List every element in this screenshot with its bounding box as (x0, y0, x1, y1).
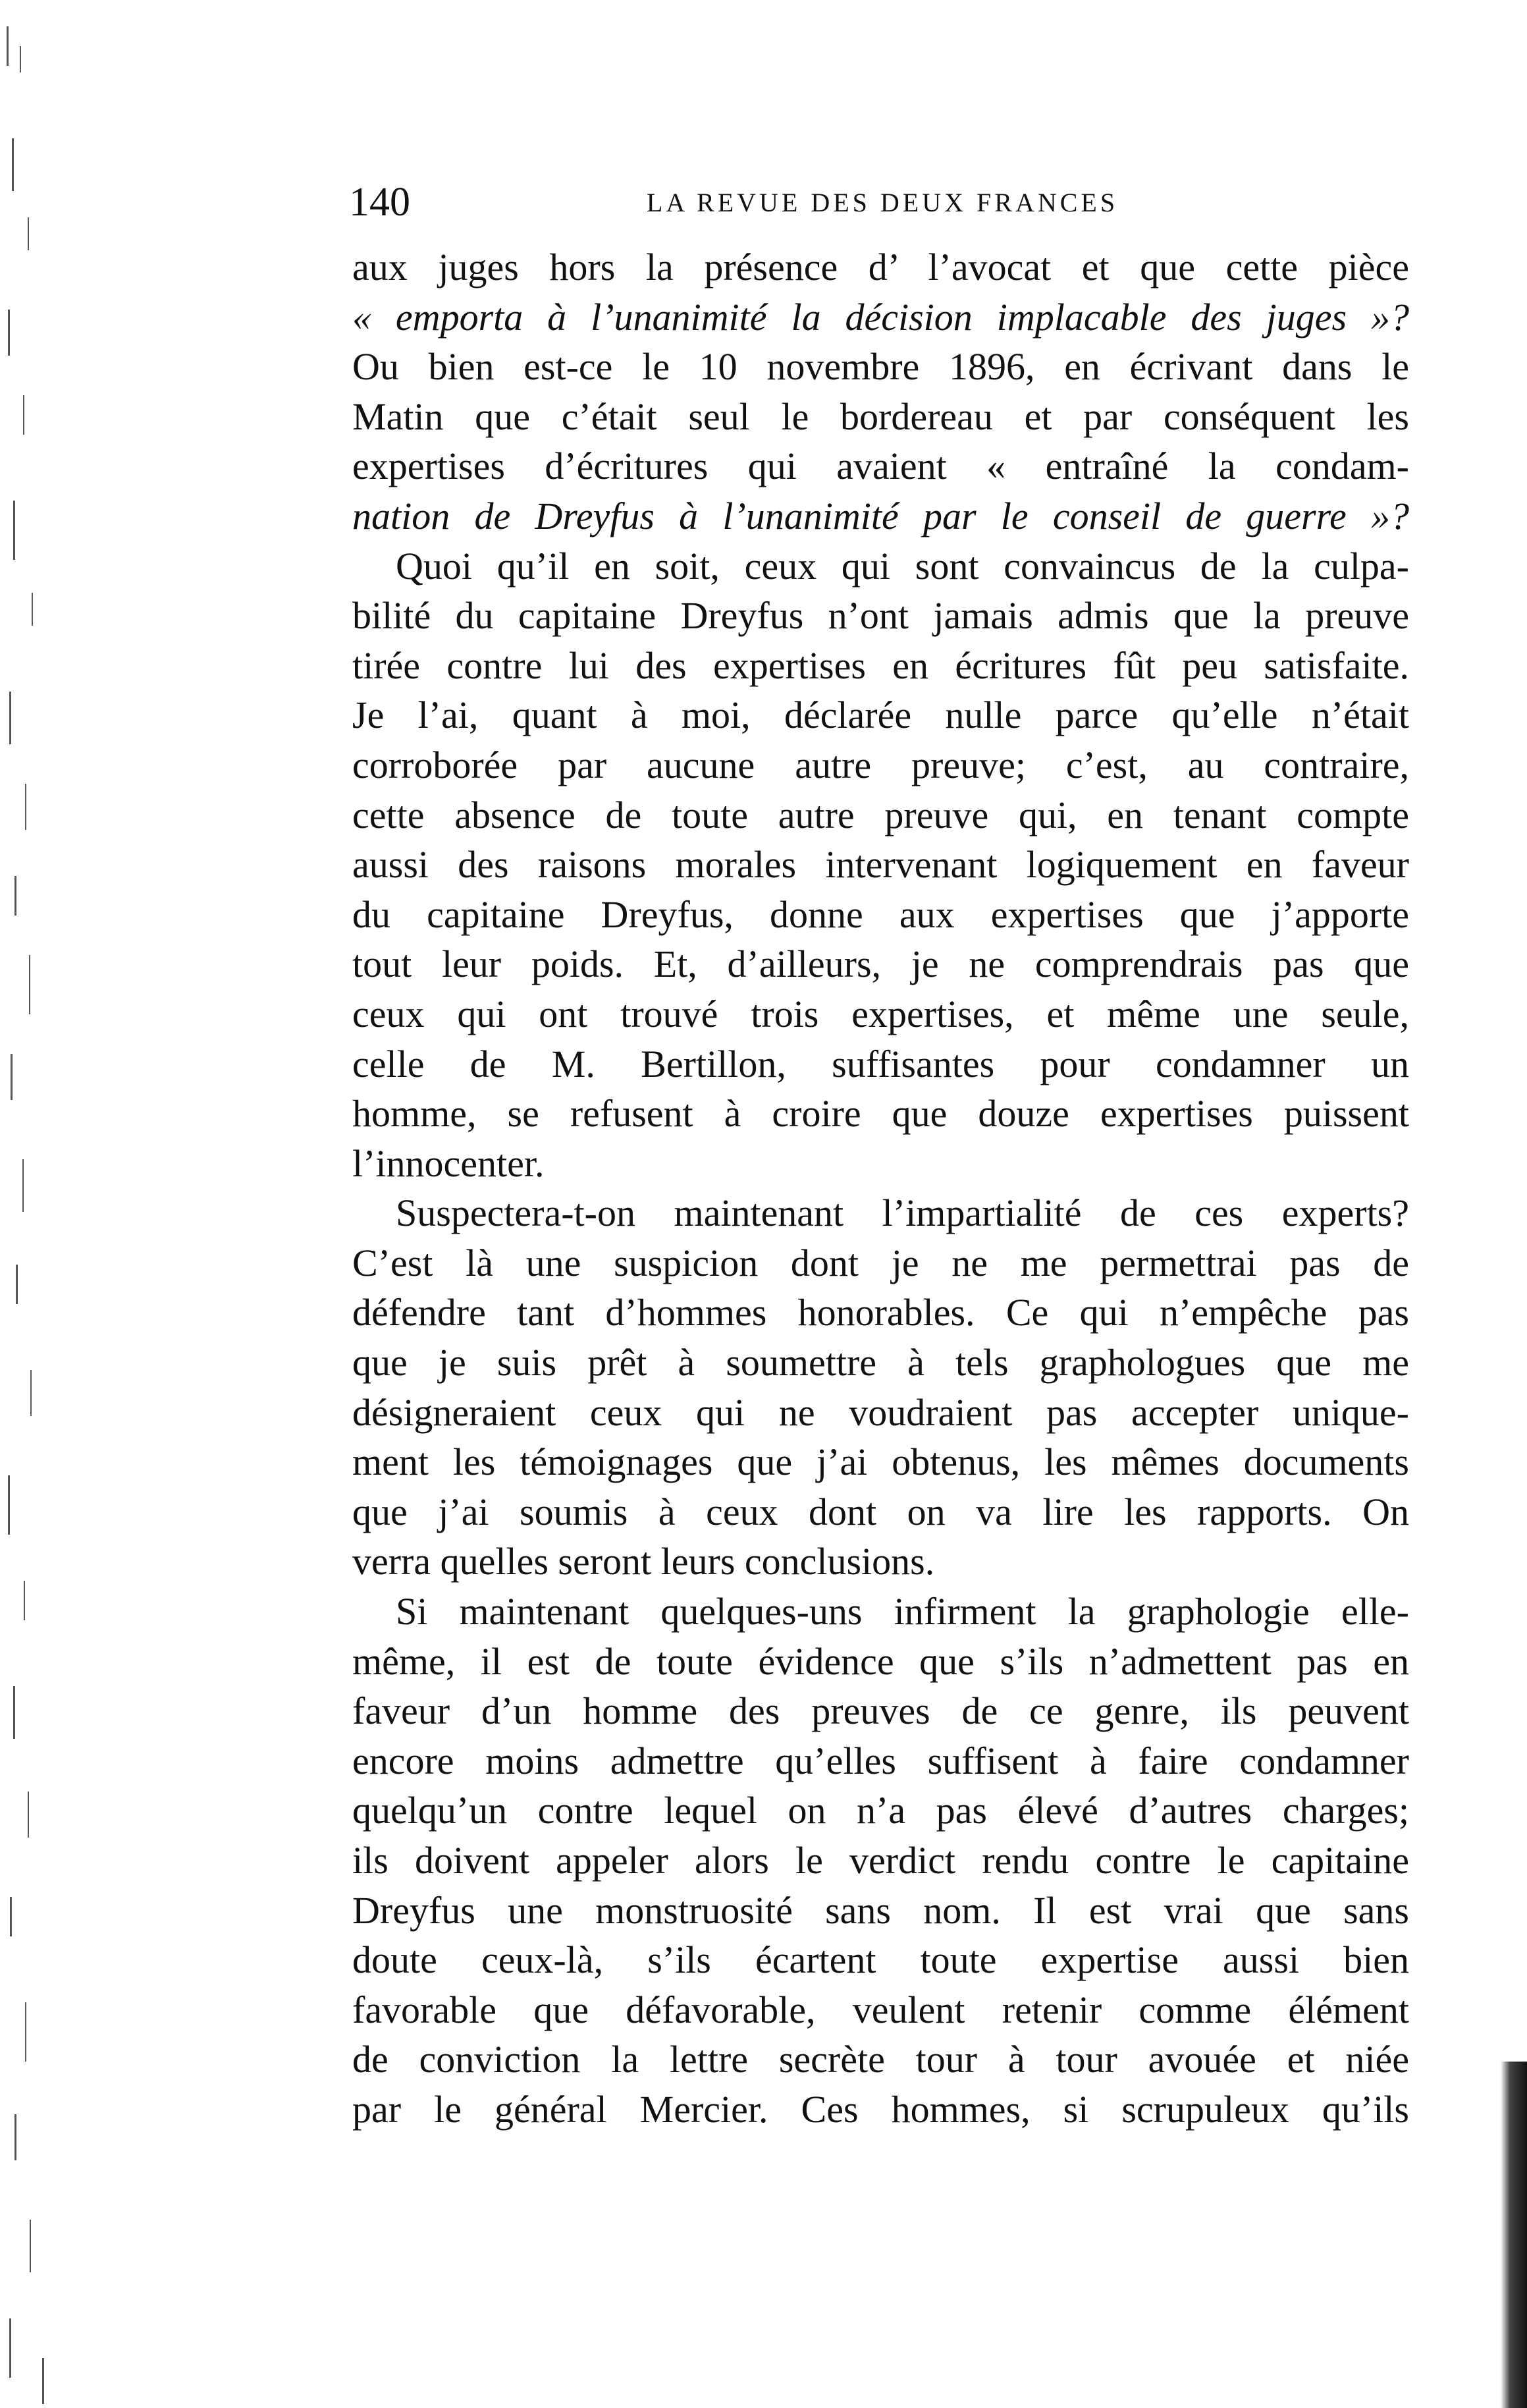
scan-edge-marks (0, 0, 72, 2408)
text-line: verra quelles seront leurs conclusions. (352, 1540, 935, 1583)
text-line: quelqu’un contre lequel on n’a pas élevé d’autres charges; (352, 1789, 1409, 1832)
text-line: désigneraient ceux qui ne voudraient pas accepter unique- (352, 1390, 1409, 1434)
page-header (349, 179, 1416, 225)
text-line: que je suis prêt à soumettre à tels graphologues que me (352, 1341, 1409, 1384)
text-line: Matin que c’était seul le bordereau et par conséquent les (352, 395, 1409, 438)
text-line: de conviction la lettre secrète tour à tour avouée et niée (352, 2038, 1409, 2081)
text-line: Quoi qu’il en soit, ceux qui sont convaincus de la culpa- (396, 544, 1409, 588)
text-line: du capitaine Dreyfus, donne aux expertises que j’apporte (352, 892, 1409, 936)
text-line: C’est là une suspicion dont je ne me permettrai pas de (352, 1241, 1409, 1284)
text-line: défendre tant d’hommes honorables. Ce qui n’empêche pas (352, 1291, 1409, 1334)
text-line: par le général Mercier. Ces hommes, si scrupuleux qu’ils (352, 2087, 1409, 2131)
text-line: Dreyfus une monstruosité sans nom. Il est vrai que sans (352, 1888, 1409, 1932)
text-line: ils doivent appeler alors le verdict rendu contre le capitaine (352, 1839, 1409, 1882)
text-line: l’innocenter. (352, 1141, 545, 1185)
text-line: aussi des raisons morales intervenant logiquement en faveur (352, 843, 1409, 887)
text-line: corroborée par aucune autre preuve; c’est, au contraire, (352, 743, 1409, 786)
text-line: Ou bien est-ce le 10 novembre 1896, en écrivant dans le (352, 345, 1409, 389)
body-text (352, 242, 1409, 2135)
text-line: même, il est de toute évidence que s’ils n’admettent pas en (352, 1639, 1409, 1683)
text-line: tirée contre lui des expertises en écritures fût peu satisfaite. (352, 643, 1409, 687)
text-line: Suspectera-t-on maintenant l’impartialité de ces experts? (396, 1191, 1409, 1235)
text-line: celle de M. Bertillon, suffisantes pour condamner un (352, 1042, 1409, 1085)
text-line: ceux qui ont trouvé trois expertises, et même une seule, (352, 992, 1409, 1035)
scan-edge-shadow (1501, 2062, 1527, 2408)
text-line: Si maintenant quelques-uns infirment la graphologie elle- (396, 1590, 1409, 1633)
text-line: « emporta à l’unanimité la décision implacable des juges »? (352, 295, 1409, 339)
text-line: que j’ai soumis à ceux dont on va lire les rapports. On (352, 1490, 1409, 1533)
text-line: favorable que défavorable, veulent retenir comme élément (352, 1988, 1409, 2031)
running-head: LA REVUE DES DEUX FRANCES (646, 188, 1119, 217)
text-line: nation de Dreyfus à l’unanimité par le conseil de guerre »? (352, 494, 1409, 537)
text-line: encore moins admettre qu’elles suffisent à faire condamner (352, 1739, 1409, 1782)
text-line: Je l’ai, quant à moi, déclarée nulle parce qu’elle n’était (352, 694, 1409, 737)
page-number: 140 (349, 180, 410, 225)
text-line: tout leur poids. Et, d’ailleurs, je ne comprendrais pas que (352, 943, 1409, 986)
text-line: ment les témoignages que j’ai obtenus, les mêmes documents (352, 1440, 1409, 1484)
text-line: bilité du capitaine Dreyfus n’ont jamais admis que la preuve (352, 594, 1409, 638)
text-line: doute ceux-là, s’ils écartent toute expertise aussi bien (352, 1938, 1409, 1982)
text-line: faveur d’un homme des preuves de ce genre, ils peuvent (352, 1689, 1409, 1733)
text-line: aux juges hors la présence d’ l’avocat et que cette pièce (352, 246, 1409, 288)
text-line: expertises d’écritures qui avaient « entraîné la condam- (352, 445, 1409, 488)
text-line: homme, se refusent à croire que douze expertises puissent (352, 1092, 1409, 1136)
text-line: cette absence de toute autre preuve qui, en tenant compte (352, 793, 1409, 836)
